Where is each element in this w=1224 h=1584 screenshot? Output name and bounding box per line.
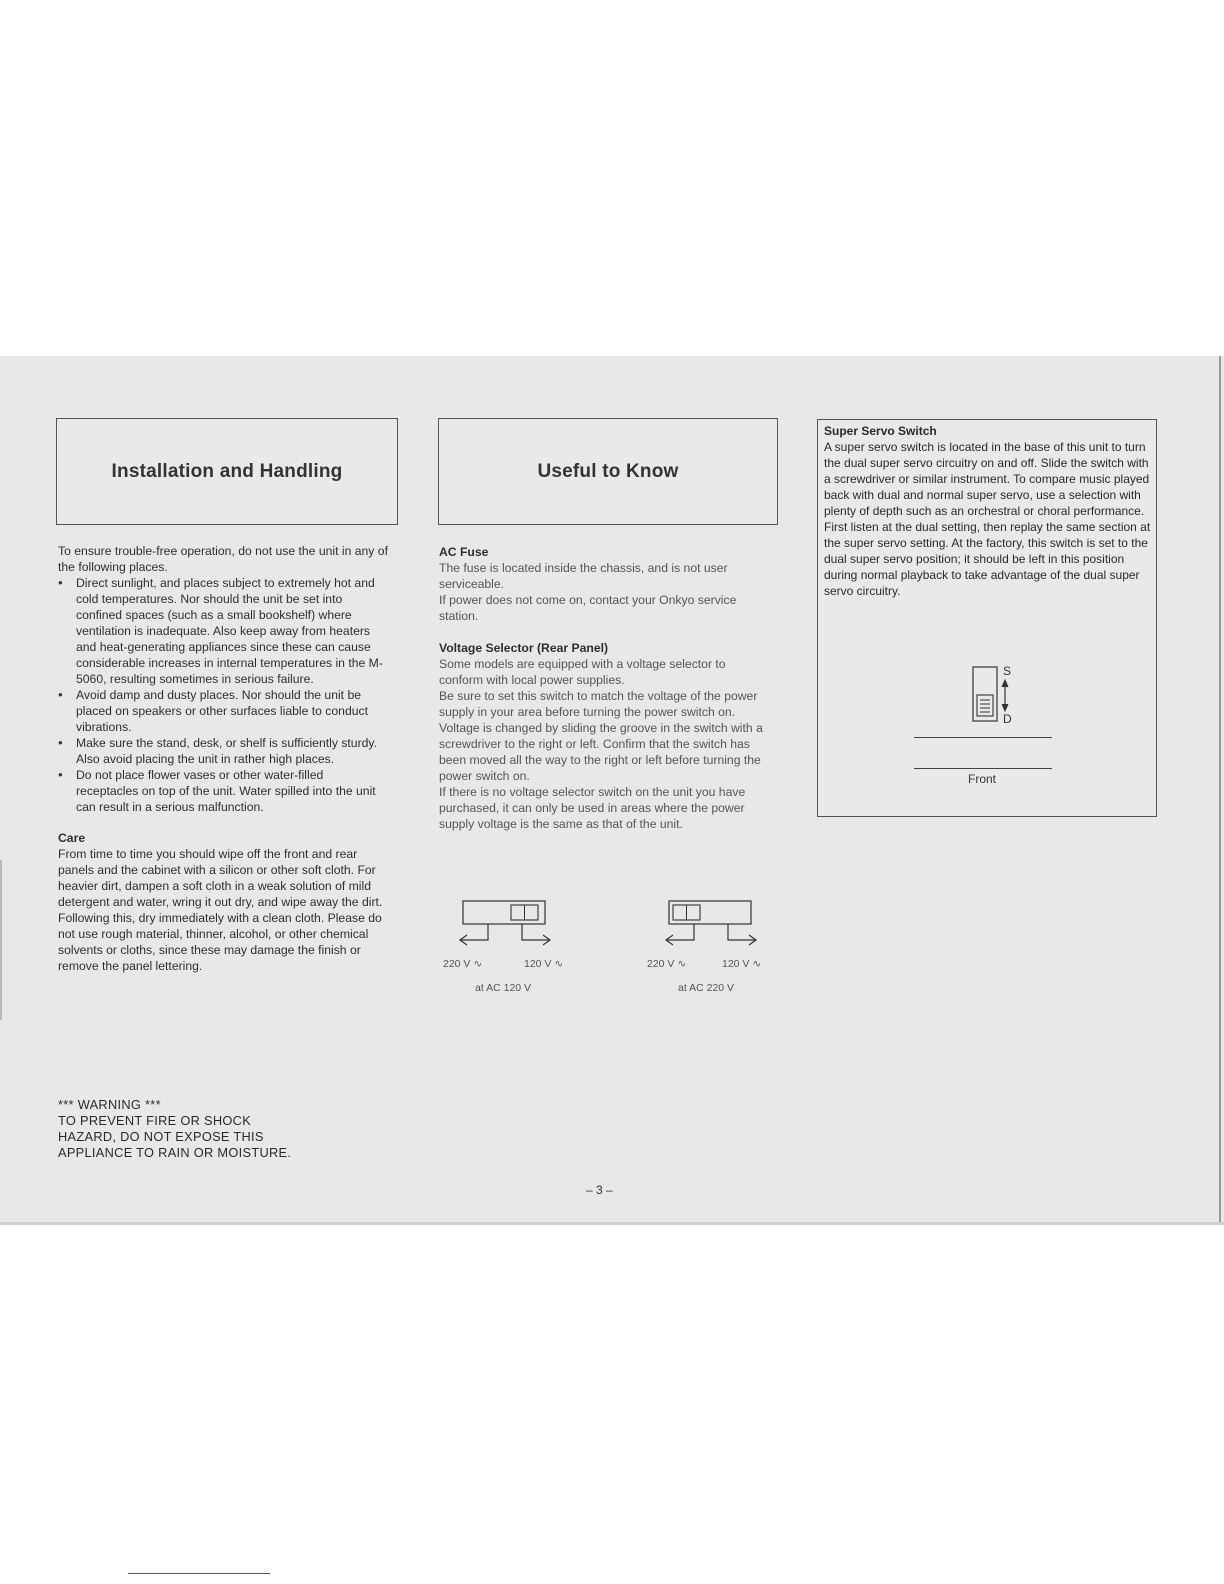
installation-text [58, 543, 388, 974]
switch-slider [977, 695, 993, 716]
installation-bullet-1: ● Direct sunlight, and places subject to extremely hot and cold temperatures. Nor should the unit be set into confined spaces (such as a small bookshelf) where ventilation is inadequate. Also keep away from heaters and heat-generating appliances since these can cause considerable increases in internal temperatures in the M-5060, resulting sometimes in serious failure. [58, 575, 388, 687]
left-arrow [667, 924, 694, 940]
voltage-heading: Voltage Selector (Rear Panel) [439, 641, 609, 655]
care-text: From time to time you should wipe off the front and rear panels and the cabinet with a silicon or other soft cloth. For heavier dirt, dampen a soft cloth in a weak solution of mild detergent and water, wring it out dry, and wipe away the dirt. Following this, dry immediately with a clean cloth. Please do not use rough material, thinner, alcohol, or other chemical solvents or cloths, since these may damage the finish or remove the panel lettering. [58, 847, 383, 973]
installation-bullet-2: ● Avoid damp and dusty places. Nor should the unit be placed on speakers or other surfaces liable to conduct vibrations. [58, 687, 388, 735]
voltage-paragraph-2: Be sure to set this switch to match the voltage of the power supply in your area before turning the power switch on. [439, 689, 758, 719]
diagram2-right-label: 120 V ∿ [722, 958, 762, 970]
voltage-diagram-220v [659, 895, 779, 955]
voltage-paragraph-4: If there is no voltage selector switch on the unit you have purchased, it can only be used in areas where the power supply voltage is the same as that of the unit. [439, 785, 746, 831]
installation-intro: To ensure trouble-free operation, do not use the unit in any of the following places. [58, 544, 388, 574]
page-right-edge [1219, 356, 1221, 1222]
fuse-paragraph-2: If power does not come on, contact your Onkyo service station. [439, 593, 737, 623]
warning-line-4: APPLIANCE TO RAIN OR MOISTURE. [58, 1145, 292, 1160]
super-servo-heading: Super Servo Switch [824, 424, 937, 438]
installation-title: Installation and Handling [111, 460, 343, 482]
super-servo-paragraph: A super servo switch is located in the base of this unit to turn the dual super servo circuitry on and off. Slide the switch with a screwdriver or similar instrument. To compare music played back with dual and normal super servo, use a selection with plenty of depth such as an orchestral or choral performance. First listen at the dual setting, then replay the same section at the super servo setting. At the factory, this switch is set to the dual super servo position; it should be left in this position during normal playback to take advantage of the dual super servo circuitry. [824, 440, 1151, 598]
fuse-paragraph-1: The fuse is located inside the chassis, and is not user serviceable. [439, 561, 728, 591]
super-servo-text [824, 423, 1154, 599]
installation-bullet-4: ● Do not place flower vases or other water-filled receptacles on top of the unit. Water spilled into the unit can result in a serious malfunction. [58, 767, 388, 815]
warning-title: *** WARNING *** [58, 1097, 161, 1112]
warning-block [58, 1097, 291, 1161]
page-left-edge [0, 860, 2, 1020]
warning-line-2: TO PREVENT FIRE OR SHOCK [58, 1113, 252, 1128]
diagram1-caption: at AC 120 V [475, 982, 532, 994]
useful-heading-box [438, 418, 778, 525]
front-edge-line [914, 768, 1052, 769]
switch-label-d: D [1003, 712, 1012, 726]
page-bottom-shadow [0, 1222, 1224, 1225]
front-label: Front [968, 772, 997, 786]
diagram2-caption: at AC 220 V [678, 982, 735, 994]
left-arrow [461, 924, 488, 940]
right-arrow [522, 924, 549, 940]
footer-rule [128, 1573, 270, 1574]
up-arrowhead [1002, 680, 1008, 687]
diagram1-right-label: 120 V ∿ [524, 958, 564, 970]
useful-title: Useful to Know [537, 460, 679, 482]
switch-label-s: S [1003, 664, 1012, 678]
installation-bullet-3: ● Make sure the stand, desk, or shelf is sufficiently sturdy. Also avoid placing the unit in rather high places. [58, 735, 388, 767]
installation-heading-box [56, 418, 398, 525]
page-number: – 3 – [586, 1183, 613, 1197]
voltage-paragraph-1: Some models are equipped with a voltage selector to conform with local power supplies. [439, 657, 726, 687]
care-heading: Care [58, 831, 86, 845]
down-arrowhead [1002, 704, 1008, 711]
voltage-paragraph-3: Voltage is changed by sliding the groove in the switch with a screwdriver to the right or left. Confirm that the switch has been moved all the way to the right or left before turning the power switch on. [439, 721, 763, 783]
fuse-heading: AC Fuse [439, 545, 489, 559]
diagram2-left-label: 220 V ∿ [647, 958, 687, 970]
useful-text [439, 544, 771, 832]
unit-base-line [914, 737, 1052, 738]
warning-line-3: HAZARD, DO NOT EXPOSE THIS [58, 1129, 264, 1144]
right-arrow [728, 924, 755, 940]
diagram1-left-label: 220 V ∿ [443, 958, 483, 970]
voltage-diagram-120v [455, 895, 575, 955]
